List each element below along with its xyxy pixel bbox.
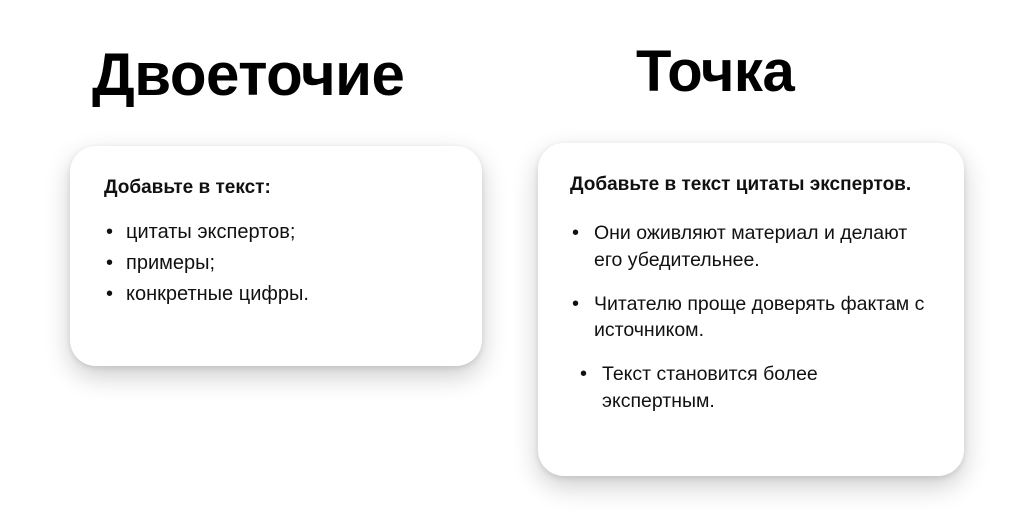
list-item: • цитаты экспертов;: [104, 219, 448, 246]
card-period-title: Добавьте в текст цитаты экспертов.: [570, 174, 912, 195]
card-colon: [70, 146, 482, 366]
column-period: [512, 0, 1024, 529]
list-item: • Текст становится более экспертным.: [570, 361, 932, 415]
card-period-list: [570, 220, 932, 415]
list-item: • примеры;: [104, 250, 448, 277]
list-item: • Читателю проще доверять фактам с источником.: [570, 291, 932, 345]
list-item: • конкретные цифры.: [104, 281, 448, 308]
card-colon-title: Добавьте в текст:: [104, 177, 271, 198]
card-period: [538, 143, 964, 476]
card-colon-list: [104, 219, 448, 309]
list-item: • Они оживляют материал и делают его убедительнее.: [570, 220, 932, 274]
column-heading-period: Точка: [636, 39, 795, 104]
column-heading-colon: Двоеточие: [92, 41, 405, 108]
